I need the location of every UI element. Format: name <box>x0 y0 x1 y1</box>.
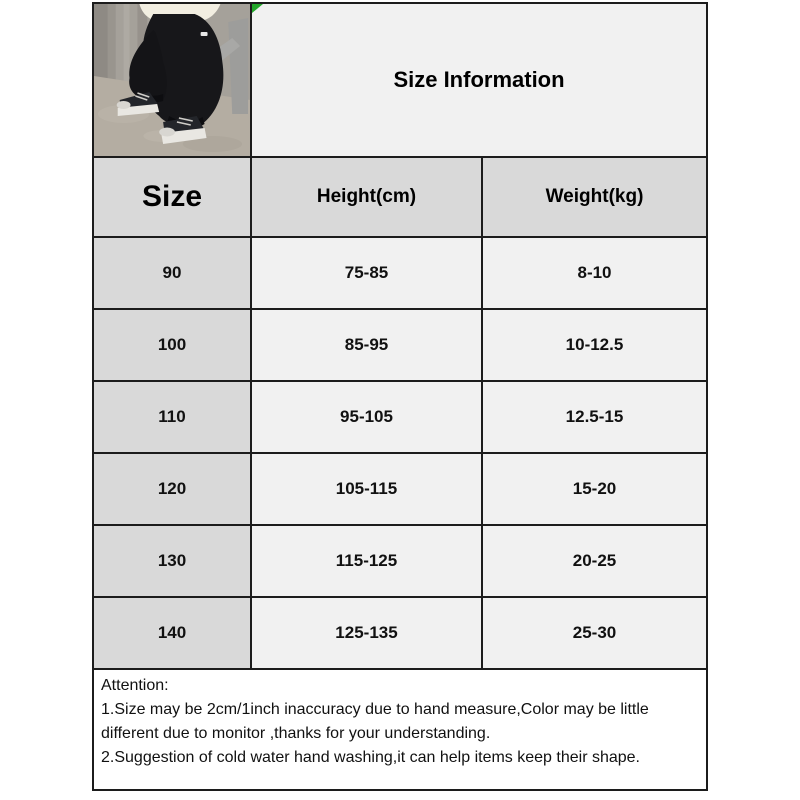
weight-value: 25-30 <box>481 598 706 668</box>
attention-note-1: 1.Size may be 2cm/1inch inaccuracy due to hand measure,Color may be little different due to monitor ,thanks for your understanding. <box>101 701 649 742</box>
weight-value: 12.5-15 <box>481 382 706 452</box>
height-value: 115-125 <box>250 526 481 596</box>
attention-title: Attention: <box>101 677 169 694</box>
height-value: 85-95 <box>250 310 481 380</box>
size-value: 100 <box>94 310 250 380</box>
height-value: 125-135 <box>250 598 481 668</box>
size-chart-table <box>92 2 708 791</box>
weight-value: 20-25 <box>481 526 706 596</box>
height-value: 95-105 <box>250 382 481 452</box>
attention-note-2: 2.Suggestion of cold water hand washing,it can help items keep their shape. <box>101 749 640 766</box>
size-value: 110 <box>94 382 250 452</box>
product-photo-illustration <box>94 4 250 156</box>
product-photo <box>94 4 250 156</box>
height-value: 75-85 <box>250 238 481 308</box>
header-height: Height(cm) <box>250 158 481 236</box>
page-title: Size Information <box>393 67 565 92</box>
table-row <box>94 524 706 596</box>
size-value: 120 <box>94 454 250 524</box>
header-size: Size <box>94 158 250 236</box>
table-row <box>94 236 706 308</box>
attention-section <box>94 668 706 789</box>
weight-value: 15-20 <box>481 454 706 524</box>
size-value: 130 <box>94 526 250 596</box>
table-row <box>94 380 706 452</box>
table-row <box>94 308 706 380</box>
height-value: 105-115 <box>250 454 481 524</box>
header-weight: Weight(kg) <box>481 158 706 236</box>
table-row <box>94 596 706 668</box>
size-information-title-cell <box>250 4 706 156</box>
top-section <box>94 4 706 156</box>
attention-notes <box>94 670 706 789</box>
table-header-row <box>94 156 706 236</box>
size-value: 140 <box>94 598 250 668</box>
weight-value: 10-12.5 <box>481 310 706 380</box>
weight-value: 8-10 <box>481 238 706 308</box>
size-value: 90 <box>94 238 250 308</box>
table-row <box>94 452 706 524</box>
